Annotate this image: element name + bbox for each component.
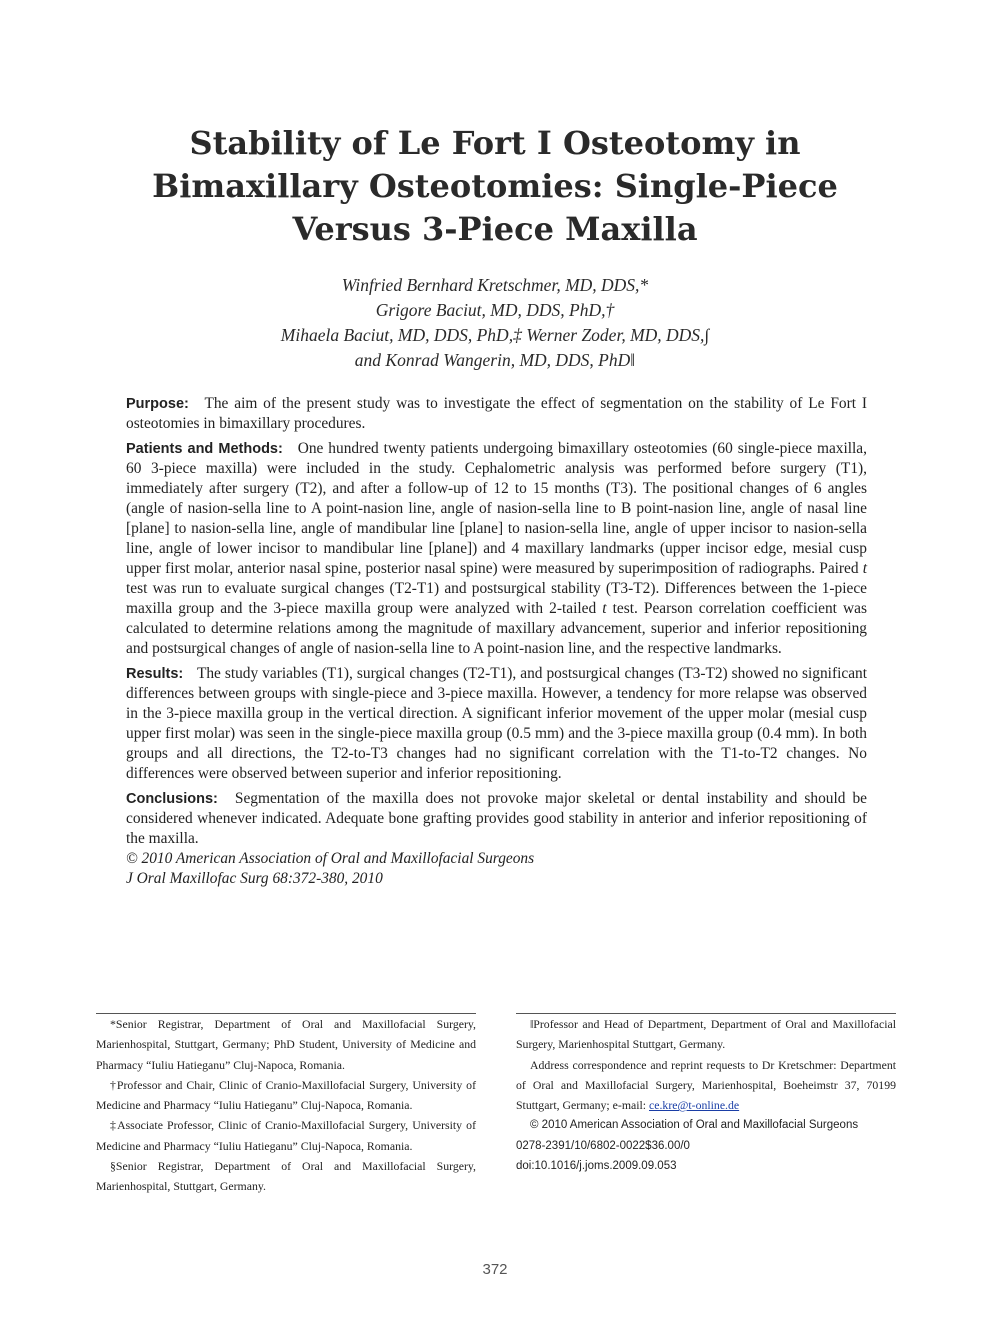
doi-note: doi:10.1016/j.joms.2009.09.053 bbox=[516, 1160, 677, 1173]
purpose-text: The aim of the present study was to investigate the effect of segmentation on the stability of Le Fort I osteotomies in bimaxillary procedures. bbox=[126, 395, 867, 432]
results-label: Results: bbox=[126, 666, 184, 682]
abstract bbox=[126, 394, 867, 889]
methods-label: Patients and Methods: bbox=[126, 441, 283, 457]
article-title bbox=[100, 122, 890, 251]
abstract-conclusions bbox=[126, 789, 867, 849]
footnotes-left bbox=[96, 1014, 476, 1197]
author-line: Grigore Baciut, MD, DDS, PhD,† bbox=[375, 300, 615, 320]
abstract-purpose bbox=[126, 394, 867, 434]
abstract-methods bbox=[126, 439, 867, 659]
footnote: ‡Associate Professor, Clinic of Cranio-Maxillofacial Surgery, University of Medicine and Pharmacy “Iuliu Hatieganu” Cluj-Napoca, Romania. bbox=[96, 1118, 476, 1153]
footnote: †Professor and Chair, Clinic of Cranio-Maxillofacial Surgery, University of Medicine and Pharmacy “Iuliu Hatieganu” Cluj-Napoca, Romania. bbox=[96, 1077, 476, 1113]
copyright-note: © 2010 American Association of Oral and Maxillofacial Surgeons bbox=[530, 1119, 859, 1132]
methods-t-symbol: t bbox=[602, 600, 607, 617]
abstract-copyright: © 2010 American Association of Oral and Maxillofacial Surgeons bbox=[126, 850, 535, 867]
page-number: 372 bbox=[482, 1261, 508, 1278]
conclusions-label: Conclusions: bbox=[126, 791, 218, 807]
footnote: §Senior Registrar, Department of Oral and Maxillofacial Surgery, Marienhospital, Stuttgart, Germany. bbox=[96, 1159, 476, 1194]
author-line: Winfried Bernhard Kretschmer, MD, DDS,* bbox=[341, 275, 649, 295]
title-line: Versus 3-Piece Maxilla bbox=[292, 210, 698, 248]
title-line: Stability of Le Fort I Osteotomy in bbox=[189, 124, 801, 162]
methods-text: test was run to evaluate surgical changes (T2-T1) and postsurgical stability (T3-T2). Differences between the 1-piece maxilla group and the 3-piece maxilla group were analyzed with 2-tailed bbox=[126, 580, 867, 617]
footnote: ‖Professor and Head of Department, Department of Oral and Maxillofacial Surgery, Marienhospital Stuttgart, Germany. bbox=[516, 1017, 896, 1052]
footnotes-right bbox=[516, 1014, 896, 1176]
abstract-results bbox=[126, 664, 867, 784]
issn-note: 0278-2391/10/6802-0022$36.00/0 bbox=[516, 1139, 690, 1152]
title-line: Bimaxillary Osteotomies: Single-Piece bbox=[152, 167, 838, 205]
correspondence-note bbox=[516, 1055, 896, 1116]
results-text: The study variables (T1), surgical changes (T2-T1), and postsurgical changes (T3-T2) showed no significant differences between groups with single-piece and 3-piece maxilla. However, a tendency for more relapse was observed in the 3-piece maxilla group in the vertical direction. A significant inferior movement of the upper molar (mesial cusp upper first molar) was seen in the single-piece maxilla group (0.5 mm) and the 3-piece maxilla group (0.4 mm). In both groups and all directions, the T2-to-T3 changes had no significant correlation with the T1-to-T2 changes. No differences were observed between superior and inferior repositioning. bbox=[126, 665, 867, 782]
conclusions-text: Segmentation of the maxilla does not provoke major skeletal or dental instability and should be considered whenever indicated. Adequate bone grafting provides good stability in anterior and inferior repositioning of the maxilla. bbox=[126, 790, 867, 847]
purpose-label: Purpose: bbox=[126, 396, 189, 412]
author-list bbox=[120, 273, 870, 373]
methods-text: One hundred twenty patients undergoing bimaxillary osteotomies (60 single-piece maxilla, 60 3-piece maxilla) were included in the study. Cephalometric analysis was performed before surgery (T1), immediately after surgery (T2), and after a follow-up of 12 to 15 months (T3). The positional changes of 6 angles (angle of nasion-sella line to A point-nasion line, angle of nasion-sella line to B point-nasion line, angle of nasal line [plane] to nasion-sella line, angle of mandibular line [plane] to nasion-sella line, angle of upper incisor to nasion-sella line, angle of lower incisor to mandibular line [plane]) and 4 maxillary landmarks (upper incisor edge, mesial cusp upper first molar, anterior nasal spine, posterior nasal spine) were measured by superimposition of radiographs. Paired bbox=[126, 440, 867, 577]
correspondence-address: Address correspondence and reprint requests to Dr Kretschmer: Department of Oral and Maxillofacial Surgery, Marienhospital, Boeheimstr 37, 70199 Stuttgart, Germany; e-mail: bbox=[516, 1057, 896, 1113]
methods-text: test. Pearson correlation coefficient was calculated to determine relations among the magnitude of maxillary advancement, superior and inferior repositioning and postsurgical changes of angle of nasion-sella line to A point-nasion line, and the respective landmarks. bbox=[126, 600, 867, 657]
journal-citation: J Oral Maxillofac Surg 68:372-380, 2010 bbox=[126, 870, 383, 887]
author-line: and Konrad Wangerin, MD, DDS, PhD‖ bbox=[354, 350, 636, 370]
methods-t-symbol: t bbox=[862, 560, 867, 577]
email-link[interactable]: ce.kre@t-online.de bbox=[649, 1098, 740, 1113]
footnote: *Senior Registrar, Department of Oral and Maxillofacial Surgery, Marienhospital, Stuttgart, Germany; PhD Student, University of Medicine and Pharmacy “Iuliu Hatieganu” Cluj-Napoca, Romania. bbox=[96, 1017, 476, 1072]
author-line: Mihaela Baciut, MD, DDS, PhD,‡ Werner Zoder, MD, DDS,∫ bbox=[280, 325, 710, 345]
